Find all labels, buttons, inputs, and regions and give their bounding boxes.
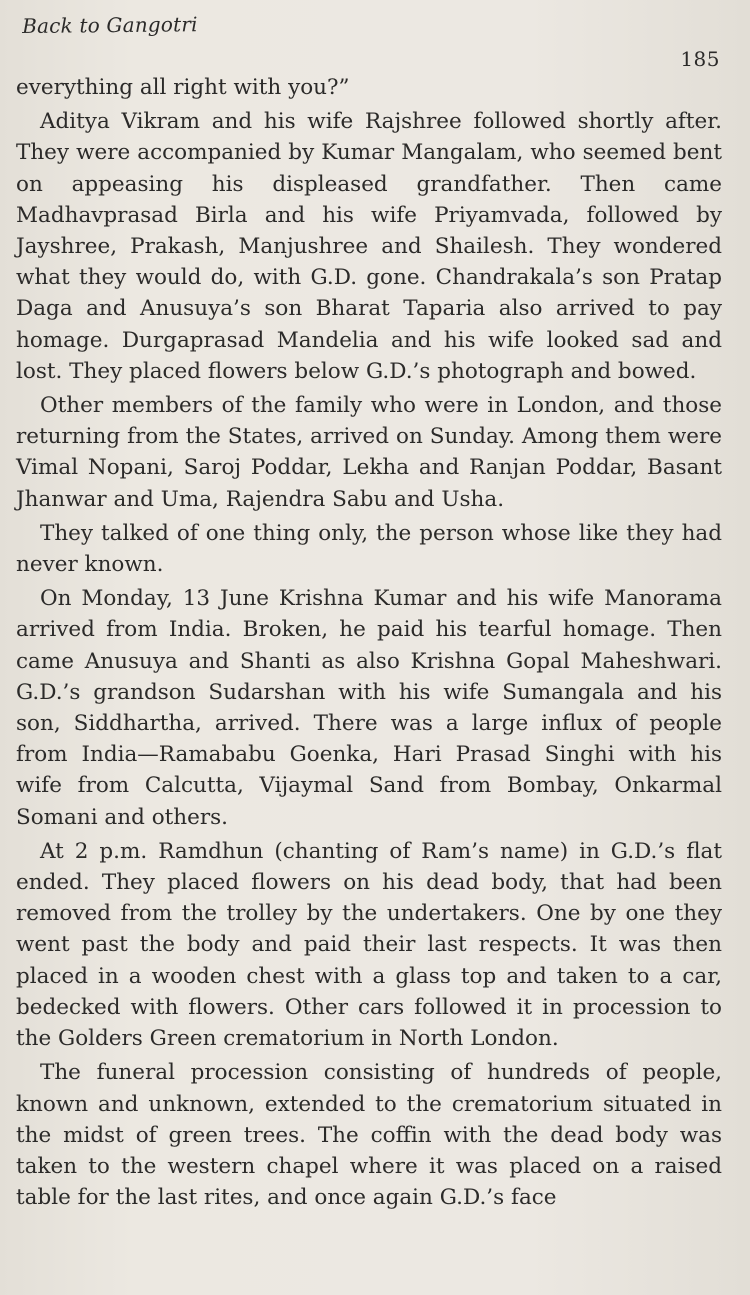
body-text — [16, 72, 722, 1216]
paragraph-1: everything all right with you?” — [16, 75, 350, 100]
paragraph-7: The funeral procession consisting of hundreds of people, known and unknown, extended to the crematorium situated in the midst of green trees. The coffin with the dead body was taken to the western chapel where it was placed on a raised table for the last rites, and once again G.D.’s face — [16, 1060, 722, 1211]
paragraph-6: At 2 p.m. Ramdhun (chanting of Ram’s name) in G.D.’s flat ended. They placed flowers on his dead body, that had been removed from the trolley by the undertakers. One by one they went past the body and paid their last respects. It was then placed in a wooden chest with a glass top and taken to a car, bedecked with flowers. Other cars followed it in procession to the Golders Green crematorium in North London. — [16, 838, 722, 1052]
paragraph-4: They talked of one thing only, the person whose like they had never known. — [16, 520, 722, 578]
paragraph-3: Other members of the family who were in London, and those returning from the States, arrived on Sunday. Among them were Vimal Nopani, Saroj Poddar, Lekha and Ranjan Poddar, Basant Jhanwar and Uma, Rajendra Sabu and Usha. — [16, 393, 722, 512]
paragraph-2: Aditya Vikram and his wife Rajshree followed shortly after. They were accompanied by Kumar Mangalam, who seemed bent on appeasing his displeased grandfather. Then came Madhavprasad Birla and his wife Priyamvada, followed by Jayshree, Prakash, Manjushree and Shailesh. They wondered what they would do, with G.D. gone. Chandrakala’s son Pratap Daga and Anusuya’s son Bharat Taparia also arrived to pay homage. Durgaprasad Mandelia and his wife looked sad and lost. They placed flowers below G.D.’s photograph and bowed. — [16, 109, 722, 384]
running-head: Back to Gangotri — [22, 12, 198, 38]
paragraph-5: On Monday, 13 June Krishna Kumar and his wife Manorama arrived from India. Broken, he paid his tearful homage. Then came Anusuya and Shanti as also Krishna Gopal Maheshwari. G.D.’s grandson Sudarshan with his wife Sumangala and his son, Siddhartha, arrived. There was a large influx of people from India—Ramababu Goenka, Hari Prasad Singhi with his wife from Calcutta, Vijaymal Sand from Bombay, Onkarmal Somani and others. — [16, 586, 722, 830]
page-number: 185 — [680, 47, 720, 71]
